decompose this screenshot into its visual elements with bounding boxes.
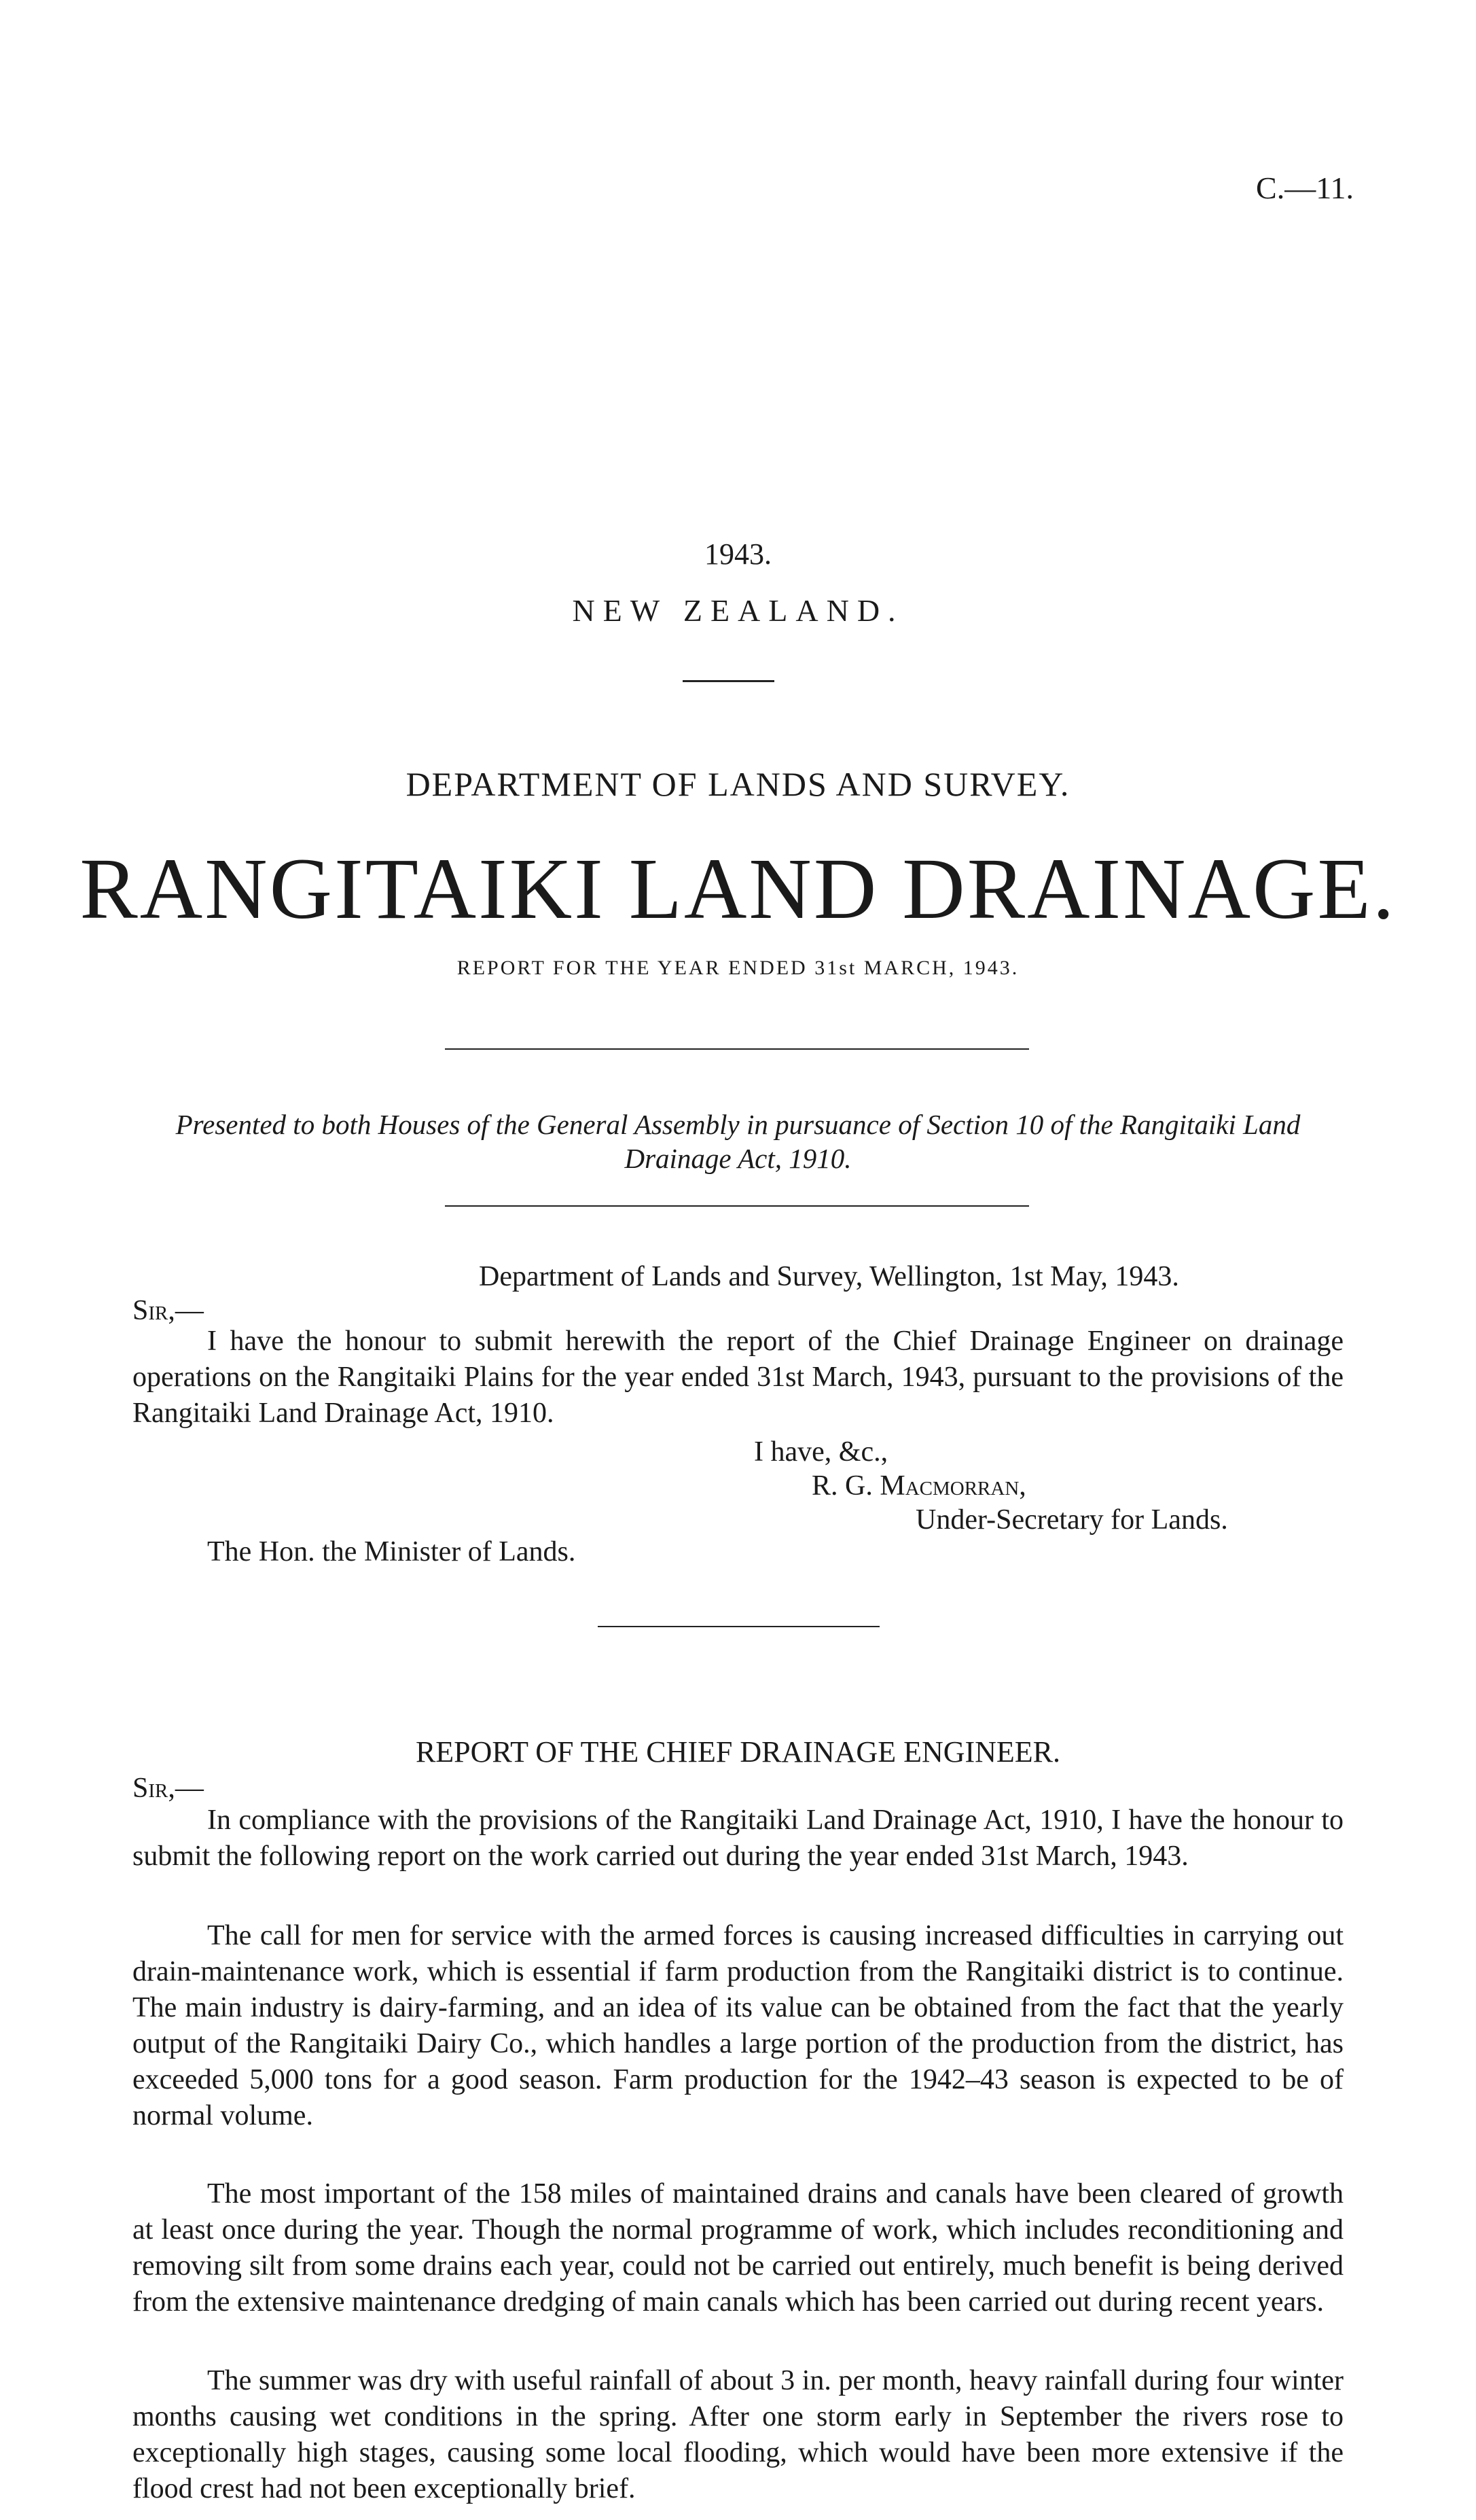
letter-position: Under-Secretary for Lands. xyxy=(916,1504,1228,1536)
presentation-note: Presented to both Houses of the General Assembly in pursuance of Section 10 of the Rangitaiki Land Drainage Act, 1910. xyxy=(175,1109,1301,1174)
letter-dateline: Department of Lands and Survey, Wellington, 1st May, 1943. xyxy=(479,1261,1179,1292)
country-heading: NEW ZEALAND. xyxy=(572,593,904,628)
department-heading: DEPARTMENT OF LANDS AND SURVEY. xyxy=(406,765,1070,803)
divider xyxy=(598,1626,880,1627)
document-reference: C.—11. xyxy=(1256,171,1354,205)
report-salutation: Sir,— xyxy=(132,1773,204,1804)
divider xyxy=(445,1205,1029,1207)
year-heading: 1943. xyxy=(704,537,772,571)
report-paragraph: The most important of the 158 miles of maintained drains and canals have been cleared of growth at least once during the year. Though the normal programme of work, which includes reconditioning and removing silt from some drains each year, could not be carried out entirely, much benefit is being derived from the extensive maintenance dredging of main canals which has been carried out during recent years. xyxy=(132,2178,1344,2318)
letter-body: I have the honour to submit herewith the report of the Chief Drainage Engineer on drainage operations on the Rangitaiki Plains for the year ended 31st March, 1943, pursuant to the provisions of the Rangitaiki Land Drainage Act, 1910. xyxy=(132,1326,1344,1429)
divider xyxy=(445,1048,1029,1050)
letter-closing: I have, &c., xyxy=(754,1436,888,1468)
letter-signatory: R. G. Macmorran, xyxy=(812,1470,1026,1502)
section-heading: REPORT OF THE CHIEF DRAINAGE ENGINEER. xyxy=(415,1735,1061,1769)
divider xyxy=(683,680,774,682)
letter-addressee: The Hon. the Minister of Lands. xyxy=(207,1536,576,1567)
report-paragraph: The summer was dry with useful rainfall of about 3 in. per month, heavy rainfall during four winter months causing wet conditions in the spring. After one storm early in September the rivers rose to exceptionally high stages, causing some local flooding, which would have been more extensive if the flood crest had not been exceptionally brief. xyxy=(132,2365,1344,2504)
report-title: RANGITAIKI LAND DRAINAGE. xyxy=(79,840,1397,937)
report-paragraph: The call for men for service with the armed forces is causing increased difficulties in carrying out drain-maintenance work, which is essential if farm production from the Rangitaiki district is to continue. The main industry is dairy-farming, and an idea of its value can be obtained from the fact that the yearly output of the Rangitaiki Dairy Co., which handles a large portion of the production from the district, has exceeded 5,000 tons for a good season. Farm production for the 1942–43 season is expected to be of normal volume. xyxy=(132,1920,1344,2131)
letter-salutation: Sir,— xyxy=(132,1295,204,1326)
report-subtitle: REPORT FOR THE YEAR ENDED 31st MARCH, 1943. xyxy=(456,957,1020,979)
report-paragraph: In compliance with the provisions of the Rangitaiki Land Drainage Act, 1910, I have the honour to submit the following report on the work carried out during the year ended 31st March, 1943. xyxy=(132,1805,1344,1872)
